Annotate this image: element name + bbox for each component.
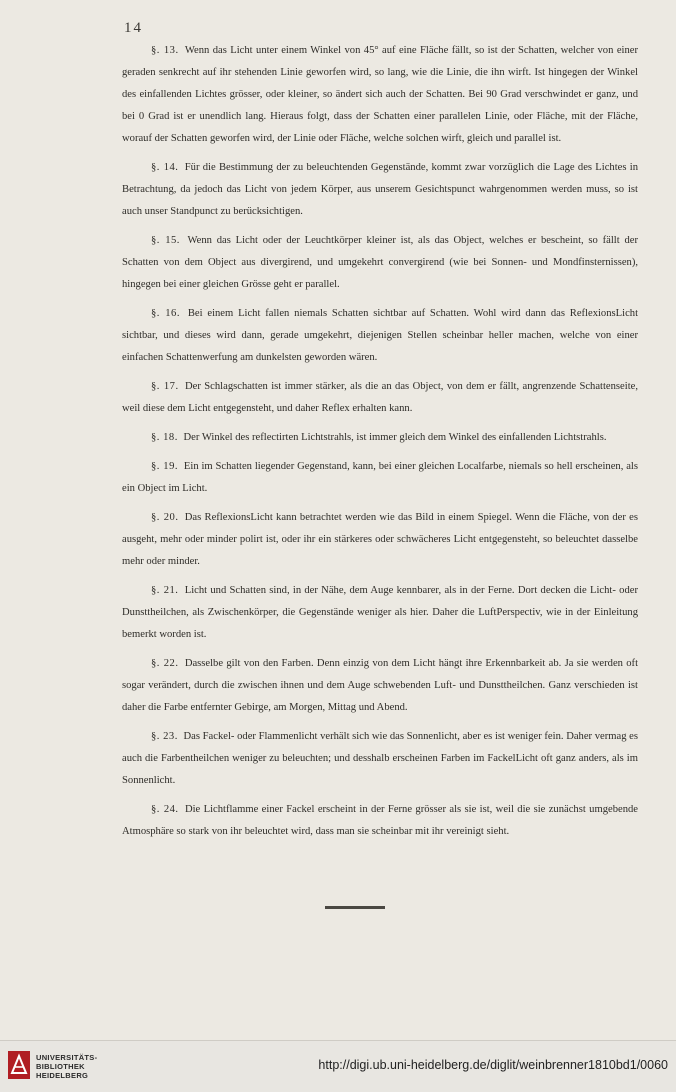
paragraph-text: Dasselbe gilt von den Farben. Denn einzig von dem Licht hängt ihre Erkennbarkeit ab. Ja sie werden oft sogar verändert, durch die zwischen ihnen und dem Auge schwebenden Luft- und Dunsttheilchen. Ganz verschieden ist daher die Farbe entfernter Gebirge, am Morgen, Mittag und Abend. <box>122 658 639 714</box>
paragraph-15 <box>122 230 638 296</box>
paragraph-text: Der Schlagschatten ist immer stärker, als die an das Object, von dem er fällt, angrenzende Schattenseite, weil diese dem Licht entgegensteht, und daher Reflex erhalten kann. <box>122 380 638 414</box>
paragraph-text: Wenn das Licht oder der Leuchtkörper kleiner ist, als das Object, welches er bescheint, so fällt der Schatten von dem Object aus divergirend, und umgekehrt convergirend (wie bei Sonnen- und Mondfinsternissen), hingegen bei einer gleichen Grösse geht er parallel. <box>122 234 638 290</box>
paragraph-16 <box>122 303 638 369</box>
library-name-line: BIBLIOTHEK <box>36 1062 85 1071</box>
section-number: §. 24. <box>151 804 179 816</box>
permalink-url[interactable]: http://digi.ub.uni-heidelberg.de/diglit/weinbrenner1810bd1/0060 <box>318 1058 668 1072</box>
paragraph-21 <box>122 580 638 646</box>
paragraph-22 <box>122 653 638 719</box>
paragraph-text: Das ReflexionsLicht kann betrachtet werden wie das Bild in einem Spiegel. Wenn die Fläche, von der es ausgeht, mehr oder minder polirt ist, oder ihr ein stärkeres oder schwächeres Licht entgegensteht, so beleuchtet dasselbe mehr oder minder. <box>122 512 638 568</box>
paragraph-text: Der Winkel des reflectirten Lichtstrahls, ist immer gleich dem Winkel des einfallenden Lichtstrahls. <box>183 431 607 443</box>
paragraph-18 <box>122 427 638 449</box>
end-rule <box>325 906 385 909</box>
paragraph-text: Das Fackel- oder Flammenlicht verhält sich wie das Sonnenlicht, aber es ist weniger fein. Daher vermag es auch die Farbentheilchen weniger zu beleuchten; und desshalb erscheinen Farben im FackelLicht oft ganz anders, als im Sonnenlicht. <box>122 731 638 787</box>
section-number: §. 20. <box>151 512 179 524</box>
paragraph-text: Die Lichtflamme einer Fackel erscheint in der Ferne grösser als sie ist, weil die sie zunächst umgebende Atmosphäre so stark von ihr beleuchtet wird, dass man sie scheinbar mit ihr vereinigt sieht. <box>122 804 638 838</box>
section-number: §. 15. <box>151 234 180 246</box>
paragraph-text: Ein im Schatten liegender Gegenstand, kann, bei einer gleichen Localfarbe, niemals so hell erscheinen, als ein Object im Licht. <box>122 461 638 495</box>
section-number: §. 23. <box>151 731 178 743</box>
paragraph-17 <box>122 376 638 420</box>
section-number: §. 19. <box>151 461 179 473</box>
section-number: §. 18. <box>151 431 178 443</box>
section-number: §. 14. <box>151 161 179 173</box>
section-number: §. 21. <box>151 585 179 597</box>
paragraph-14 <box>122 157 638 223</box>
paragraph-24 <box>122 799 638 843</box>
section-number: §. 22. <box>151 658 179 670</box>
section-number: §. 16. <box>151 307 181 319</box>
paragraph-text: Wenn das Licht unter einem Winkel von 45° auf eine Fläche fällt, so ist der Schatten, welcher von einer geraden senkrecht auf ihr stehenden Linie geworfen wird, so lang, wie die Linie, die ihn wirft. Ist hingegen der Winkel des einfallenden Lichtes grösser, oder kleiner, so ändert sich auch der Schatten. Bei 90 Grad verschwindet er ganz, und bei 0 Grad ist er unendlich lang. Hieraus folgt, dass der Schatten einer parallelen Linie, oder Fläche, mit der Fläche, worauf der Schatten geworfen wird, der Linie oder Fläche, welche solchen wirft, gleich und parallel ist. <box>122 45 638 144</box>
page-number: 14 <box>124 20 143 36</box>
body-text <box>122 40 638 850</box>
paragraph-text: Licht und Schatten sind, in der Nähe, dem Auge kennbarer, als in der Ferne. Dort decken die Licht- oder Dunsttheilchen, als Zwischenkörper, die Gegenstände weniger als hier. Daher die LuftPerspectiv, wie in der Einleitung bemerkt worden ist. <box>122 585 639 641</box>
paragraph-20 <box>122 507 638 573</box>
paragraph-23 <box>122 726 638 792</box>
footer-bar <box>0 1040 676 1092</box>
section-number: §. 13. <box>151 45 179 56</box>
library-name-line: HEIDELBERG <box>36 1071 89 1080</box>
paragraph-text: Für die Bestimmung der zu beleuchtenden Gegenstände, kommt zwar vorzüglich die Lage des Lichtes in Betrachtung, da jedoch das Licht von jedem Körper, aus unserem Gesichtspunct wahrgenommen werden muss, so ist auch unser Standpunct zu berücksichtigen. <box>122 161 638 217</box>
paragraph-text: Bei einem Licht fallen niemals Schatten sichtbar auf Schatten. Wohl wird dann das ReflexionsLicht sichtbar, und dieses wird dann, gerade umgekehrt, diejenigen Stellen scheinbar heller machen, welche von einer einfachen Schattenwerfung am dunkelsten geworden wären. <box>122 307 639 363</box>
library-name <box>36 1053 97 1080</box>
library-name-line: UNIVERSITÄTS- <box>36 1053 98 1062</box>
library-logo-icon[interactable] <box>8 1051 30 1079</box>
paragraph-13 <box>122 40 638 150</box>
paragraph-19 <box>122 456 638 500</box>
section-number: §. 17. <box>151 380 179 392</box>
